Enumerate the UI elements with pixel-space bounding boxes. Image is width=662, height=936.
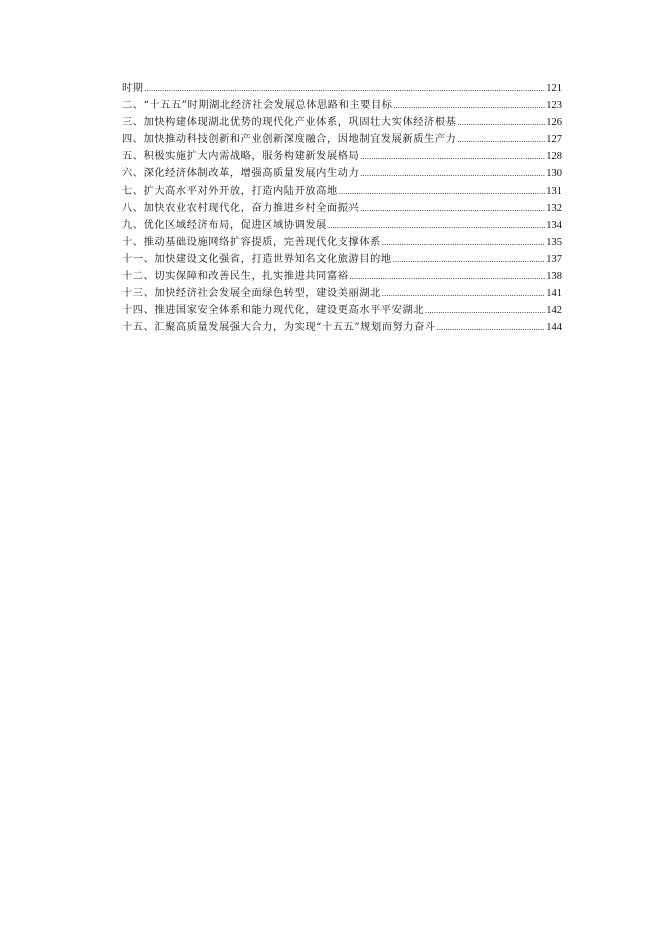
toc-entry[interactable] bbox=[122, 114, 562, 131]
toc-entry-title: 六、深化经济体制改革，增强高质量发展内生动力 bbox=[122, 168, 360, 180]
toc-entry-title: 十三、加快经济社会发展全面绿色转型，建设美丽湖北 bbox=[122, 288, 381, 300]
toc-entry-title: 十、推动基础设施网络扩容提质，完善现代化支撑体系 bbox=[122, 236, 381, 248]
toc-entry[interactable] bbox=[122, 165, 562, 182]
toc-dot-leader bbox=[145, 80, 546, 97]
toc-entry-title: 时期 bbox=[122, 83, 144, 94]
toc-entry[interactable] bbox=[122, 285, 562, 302]
toc-entry-title: 十一、加快建设文化强省，打造世界知名文化旅游目的地 bbox=[122, 253, 392, 265]
toc-entry-page: 134 bbox=[546, 219, 562, 231]
toc-entry-page: 130 bbox=[546, 168, 562, 180]
toc-entry-page: 141 bbox=[546, 288, 562, 300]
toc-entry[interactable] bbox=[122, 183, 562, 200]
toc-dot-leader bbox=[457, 131, 545, 148]
toc-dot-leader bbox=[360, 165, 545, 182]
toc-entry-title: 三、加快构建体现湖北优势的现代化产业体系，巩固壮大实体经济根基 bbox=[122, 117, 457, 129]
toc-entry-title: 四、加快推动科技创新和产业创新深度融合，因地制宜发展新质生产力 bbox=[122, 134, 457, 146]
toc-entry[interactable] bbox=[122, 234, 562, 251]
toc-dot-leader bbox=[457, 114, 545, 131]
toc-entry-title: 十五、汇聚高质量发展强大合力，为实现“十五五”规划而努力奋斗 bbox=[122, 322, 436, 334]
toc-entry[interactable] bbox=[122, 97, 562, 114]
toc-entry-page: 135 bbox=[546, 236, 562, 248]
toc-entry[interactable] bbox=[122, 148, 562, 165]
toc-entry[interactable] bbox=[122, 217, 562, 234]
toc-entry-page: 137 bbox=[546, 253, 562, 265]
toc-dot-leader bbox=[339, 183, 546, 200]
toc-entry-page: 132 bbox=[546, 202, 562, 214]
toc-entry-page: 131 bbox=[546, 185, 562, 197]
table-of-contents bbox=[122, 80, 562, 336]
toc-entry-page: 138 bbox=[546, 271, 562, 283]
toc-entry[interactable] bbox=[122, 302, 562, 319]
toc-dot-leader bbox=[382, 234, 545, 251]
toc-entry-page: 142 bbox=[546, 305, 562, 317]
toc-entry[interactable] bbox=[122, 319, 562, 336]
toc-dot-leader bbox=[393, 251, 546, 268]
toc-entry-title: 十二、切实保障和改善民生，扎实推进共同富裕 bbox=[122, 271, 349, 283]
toc-dot-leader bbox=[437, 319, 546, 336]
toc-entry-title: 五、积极实施扩大内需战略，服务构建新发展格局 bbox=[122, 151, 360, 163]
toc-entry[interactable] bbox=[122, 80, 562, 97]
toc-entry-title: 九、优化区域经济布局，促进区域协调发展 bbox=[122, 219, 327, 231]
toc-entry-page: 121 bbox=[546, 83, 562, 94]
toc-dot-leader bbox=[328, 217, 545, 234]
toc-entry-page: 128 bbox=[546, 151, 562, 163]
toc-entry[interactable] bbox=[122, 251, 562, 268]
toc-dot-leader bbox=[360, 148, 545, 165]
toc-dot-leader bbox=[394, 97, 546, 114]
toc-entry-title: 二、“十五五”时期湖北经济社会发展总体思路和主要目标 bbox=[122, 100, 393, 112]
toc-entry-page: 144 bbox=[546, 322, 562, 334]
toc-dot-leader bbox=[425, 302, 545, 319]
toc-entry[interactable] bbox=[122, 268, 562, 285]
toc-dot-leader bbox=[350, 268, 546, 285]
toc-entry-page: 123 bbox=[546, 100, 562, 112]
toc-entry-page: 126 bbox=[546, 117, 562, 129]
toc-dot-leader bbox=[382, 285, 545, 302]
toc-entry-page: 127 bbox=[546, 134, 562, 146]
toc-entry[interactable] bbox=[122, 200, 562, 217]
toc-entry-title: 十四、推进国家安全体系和能力现代化，建设更高水平平安湖北 bbox=[122, 305, 425, 317]
toc-entry-title: 七、扩大高水平对外开放，打造内陆开放高地 bbox=[122, 185, 338, 197]
toc-entry-title: 八、加快农业农村现代化，奋力推进乡村全面振兴 bbox=[122, 202, 360, 214]
toc-dot-leader bbox=[360, 200, 545, 217]
toc-entry[interactable] bbox=[122, 131, 562, 148]
